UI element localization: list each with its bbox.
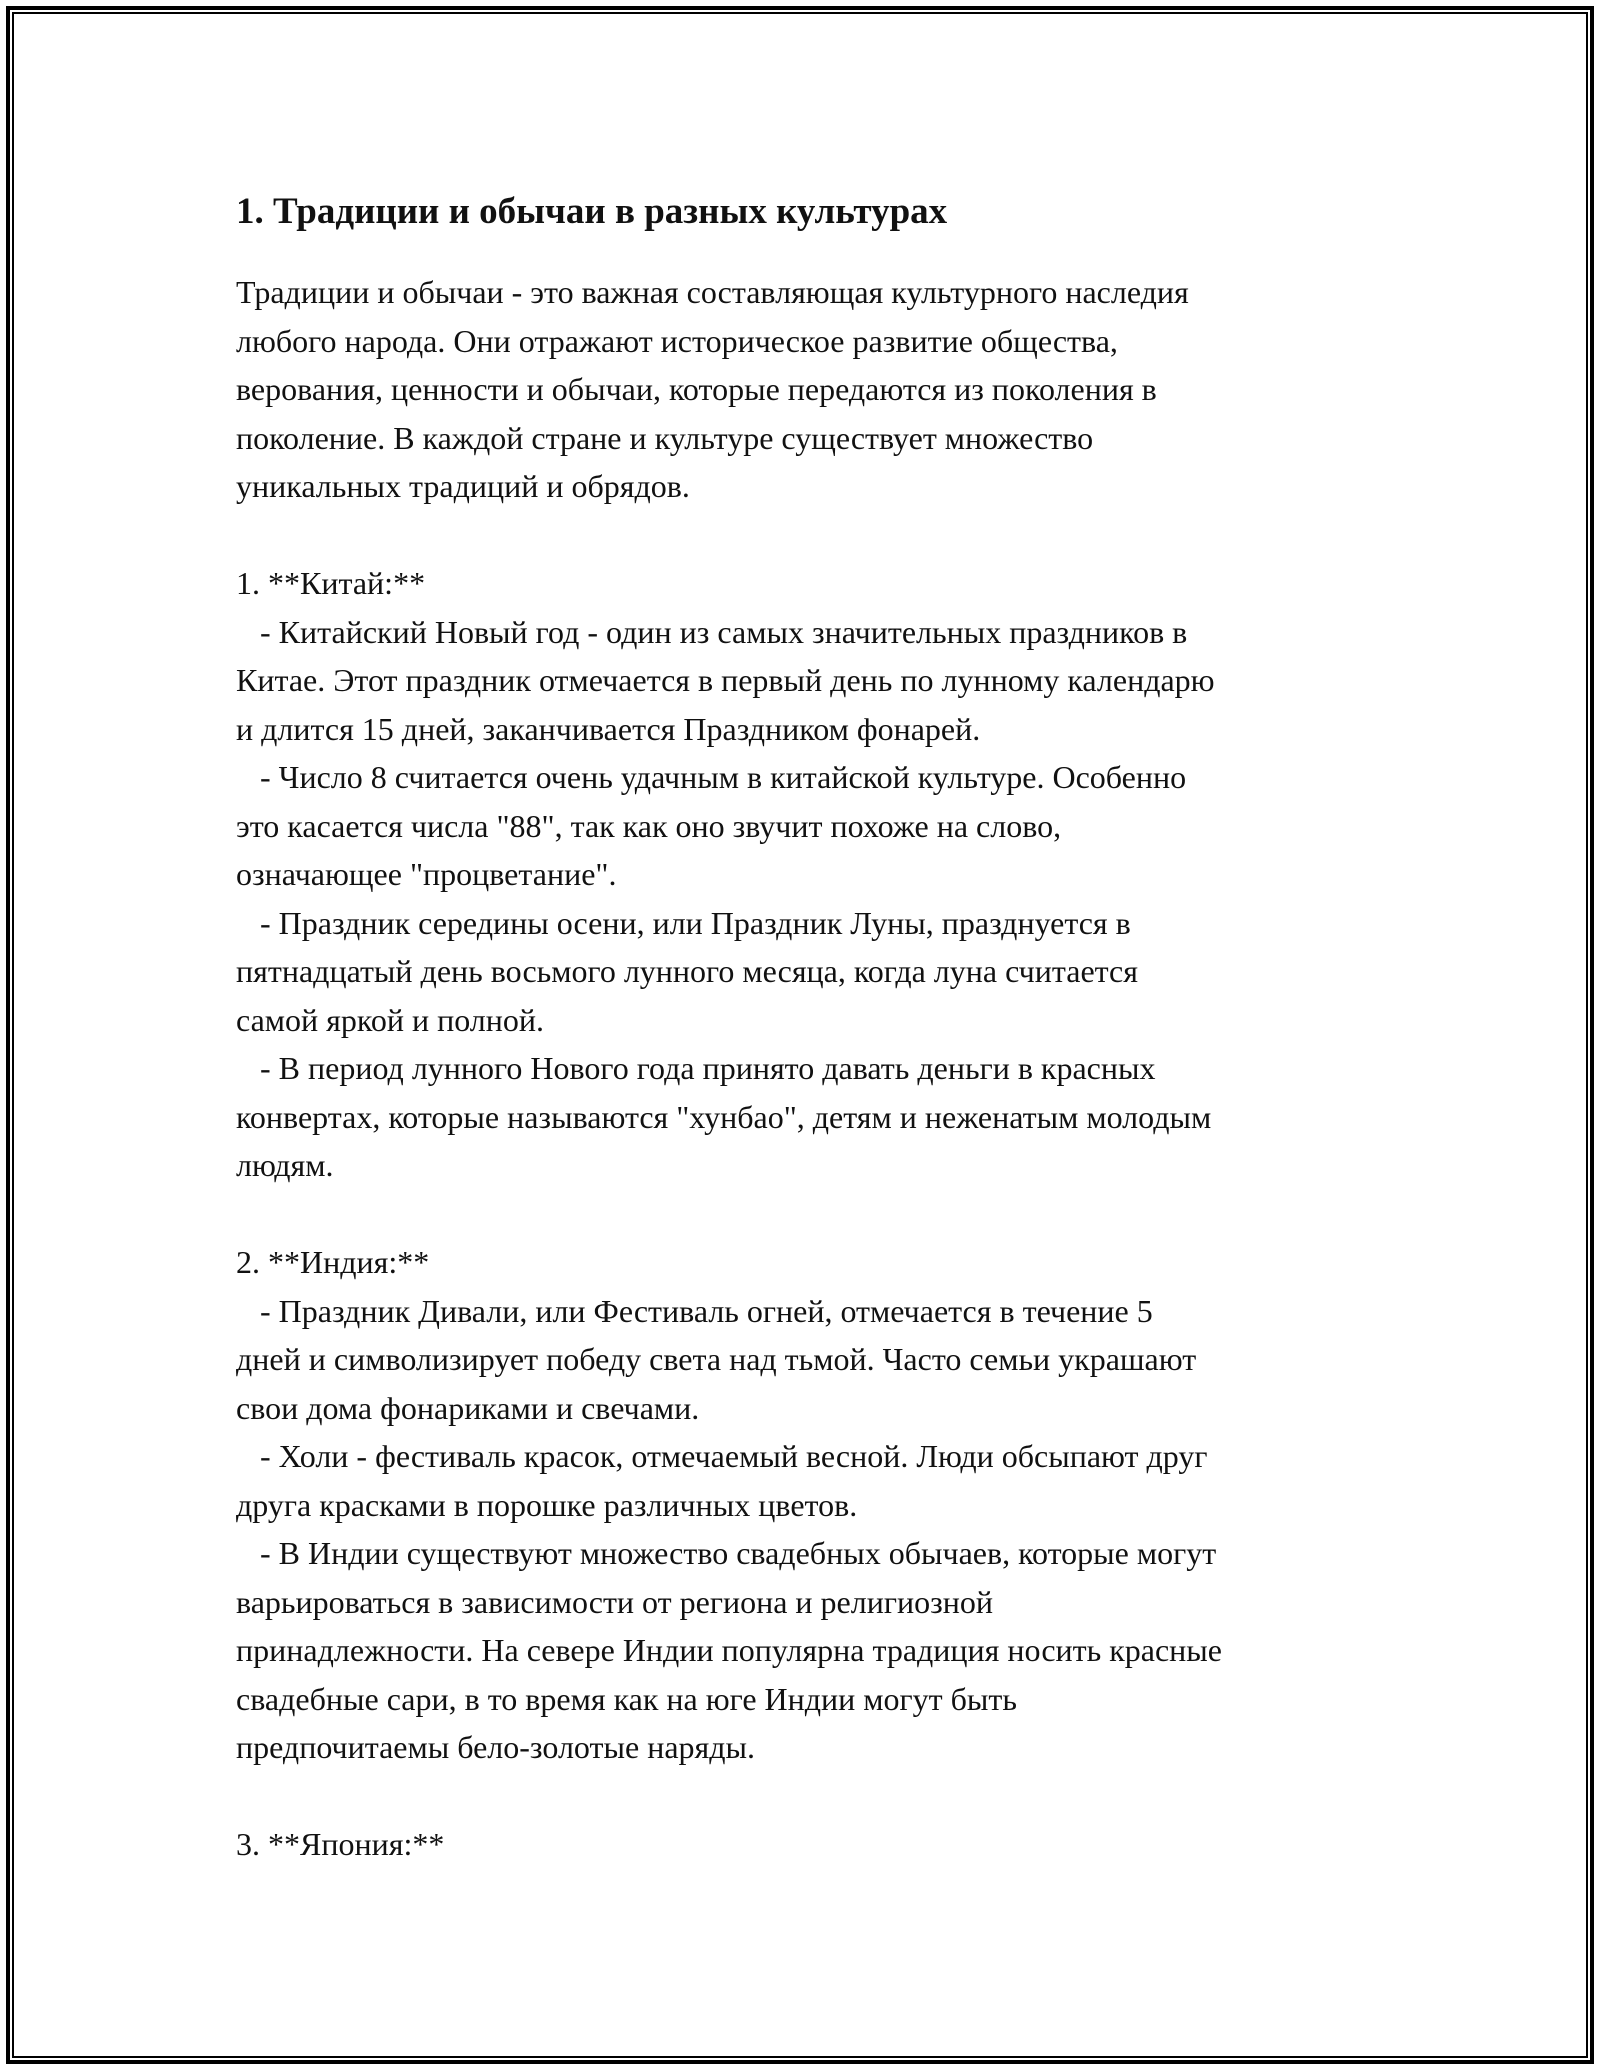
blank-line — [236, 511, 1386, 560]
document-body — [236, 186, 1386, 1869]
section-heading-japan: 3. **Япония:** — [236, 1826, 445, 1862]
list-item: - В Индии существуют множество свадебных обычаев, которые могут варьироваться в зависимости от региона и религиозной принадлежности. На севере Индии популярна традиция носить красные свадебные сари, в то время как на юге Индии могут быть предпочитаемы бело-золотые наряды. — [236, 1535, 1222, 1765]
document-title: 1. Традиции и обычаи в разных культурах — [236, 191, 948, 232]
list-item: - Китайский Новый год - один из самых значительных праздников в Китае. Этот праздник отмечается в первый день по лунному календарю и длится 15 дней, заканчивается Праздником фонарей. — [236, 613, 1215, 747]
list-item: - Число 8 считается очень удачным в китайской культуре. Особенно это касается числа "88", так как оно звучит похоже на слово, означающее "процветание". — [236, 759, 1187, 892]
list-item: - Холи - фестиваль красок, отмечаемый весной. Люди обсыпают друг друга красками в порошке различных цветов. — [236, 1438, 1208, 1523]
intro-paragraph: Традиции и обычаи - это важная составляющая культурного наследия любого народа. Они отражают историческое развитие общества, верования, ценности и обычаи, которые передаются из поколения в поколение. В каждой стране и культуре существует множество уникальных традиций и обрядов. — [236, 274, 1189, 504]
list-item: - Праздник Дивали, или Фестиваль огней, отмечается в течение 5 дней и символизирует победу света над тьмой. Часто семьи украшают свои дома фонариками и свечами. — [236, 1292, 1197, 1426]
section-heading-china: 1. **Китай:** — [236, 565, 426, 601]
blank-line — [236, 1772, 1386, 1821]
section-heading-india: 2. **Индия:** — [236, 1244, 430, 1280]
list-item: - В период лунного Нового года принято давать деньги в красных конвертах, которые называются "хунбао", детям и неженатым молодым людям. — [236, 1050, 1212, 1183]
list-item: - Праздник середины осени, или Праздник Луны, празднуется в пятнадцатый день восьмого лунного месяца, когда луна считается самой яркой и полной. — [236, 904, 1138, 1038]
blank-line — [236, 1190, 1386, 1239]
